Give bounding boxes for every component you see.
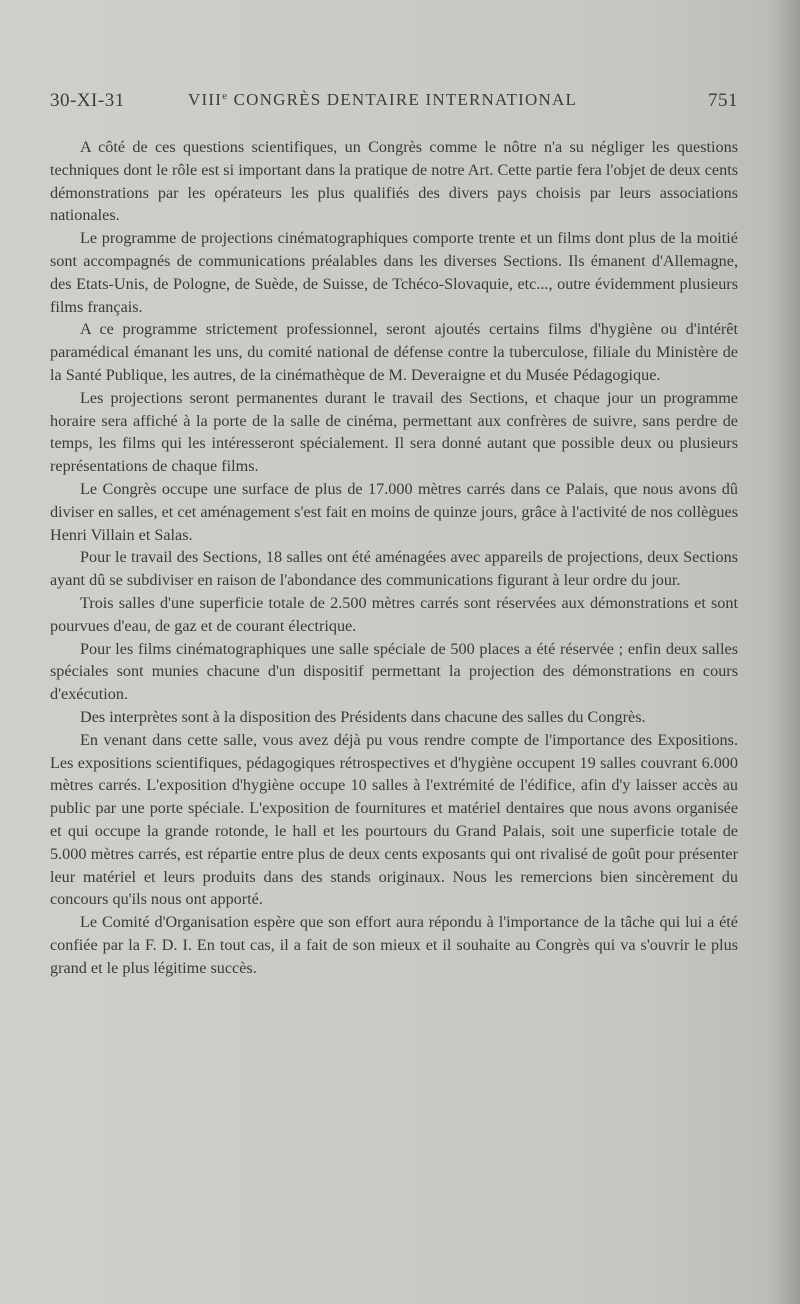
paragraph: A ce programme strictement professionnel, seront ajoutés certains films d'hygiène ou d'intérêt paramédical émanant les uns, du comité national de défense contre la tuberculose, filiale du Ministère de la Santé Publique, les autres, de la cinémathèque de M. Deveraigne et du Musée Pédagogique.: [50, 320, 738, 384]
paragraph: Pour le travail des Sections, 18 salles ont été aménagées avec appareils de projections, deux Sections ayant dû se subdiviser en raison de l'abondance des communications figurant à leur ordre du jour.: [50, 548, 738, 590]
paragraph: A côté de ces questions scientifiques, un Congrès comme le nôtre n'a su négliger les questions techniques dont le rôle est si important dans la pratique de notre Art. Cette partie fera l'objet de deux cents démonstrations par les opérateurs les plus qualifiés des divers pays choisis par leurs associations nationales.: [50, 138, 738, 225]
running-header: [50, 90, 738, 120]
paragraph: Le Congrès occupe une surface de plus de 17.000 mètres carrés dans ce Palais, que nous avons dû diviser en salles, et cet aménagement s'est fait en moins de quinze jours, grâce à l'activité de nos collègues Henri Villain et Salas.: [50, 479, 738, 544]
paragraph: Trois salles d'une superficie totale de 2.500 mètres carrés sont réservées aux démonstrations et sont pourvues d'eau, de gaz et de courant électrique.: [50, 593, 738, 635]
header-title-suffix: CONGRÈS DENTAIRE INTERNATIONAL: [228, 90, 578, 109]
body-text: [50, 136, 738, 979]
paragraph: Le programme de projections cinématographiques comporte trente et un films dont plus de la moitié sont accompagnés de communications préalables dans les diverses Sections. Ils émanent d'Allemagne, des Etats-Unis, de Pologne, de Suède, de Suisse, de Tchéco-Slovaquie, etc..., outre évidemment plusieurs films français.: [50, 229, 738, 316]
header-title: [188, 90, 577, 110]
paragraph: Le Comité d'Organisation espère que son effort aura répondu à l'importance de la tâche qui lui a été confiée par la F. D. I. En tout cas, il a fait de son mieux et il souhaite au Congrès qui va s'ouvrir le plus grand et le plus légitime succès.: [50, 913, 738, 977]
header-title-prefix: VIII: [188, 90, 223, 109]
paragraph: En venant dans cette salle, vous avez déjà pu vous rendre compte de l'importance des Expositions. Les expositions scientifiques, pédagogiques rétrospectives et d'hygiène occupent 19 salles couvrant 6.000 mètres carrés. L'exposition d'hygiène occupe 10 salles à l'extrémité de l'édifice, afin d'y laisser accès au public par une porte spéciale. L'exposition de fournitures et matériel dentaires que nous avons organisée et qui occupe la grande rotonde, le hall et les pourtours du Grand Palais, soit une superficie totale de 5.000 mètres carrés, est répartie entre plus de deux cents exposants qui ont rivalisé de goût pour présenter leur matériel et leurs produits dans des stands originaux. Nous les remercions bien sincèrement du concours qu'ils nous ont apporté.: [50, 730, 738, 909]
paragraph: Pour les films cinématographiques une salle spéciale de 500 places a été réservée ; enfin deux salles spéciales sont munies chacune d'un dispositif permettant la projection des démonstrations en cours d'exécution.: [50, 639, 738, 704]
header-title-sup: e: [222, 90, 229, 102]
page-number: 751: [708, 90, 738, 111]
paragraph: Les projections seront permanentes durant le travail des Sections, et chaque jour un programme horaire sera affiché à la porte de la salle de cinéma, permettant aux confrères de suivre, sans perdre de temps, les films qui les intéresseront spécialement. Il sera donné autant que possible deux ou plusieurs représentations de chaque films.: [50, 388, 738, 476]
paragraph: Des interprètes sont à la disposition des Présidents dans chacune des salles du Congrès.: [80, 707, 646, 726]
header-date: 30-XI-31: [50, 90, 125, 111]
